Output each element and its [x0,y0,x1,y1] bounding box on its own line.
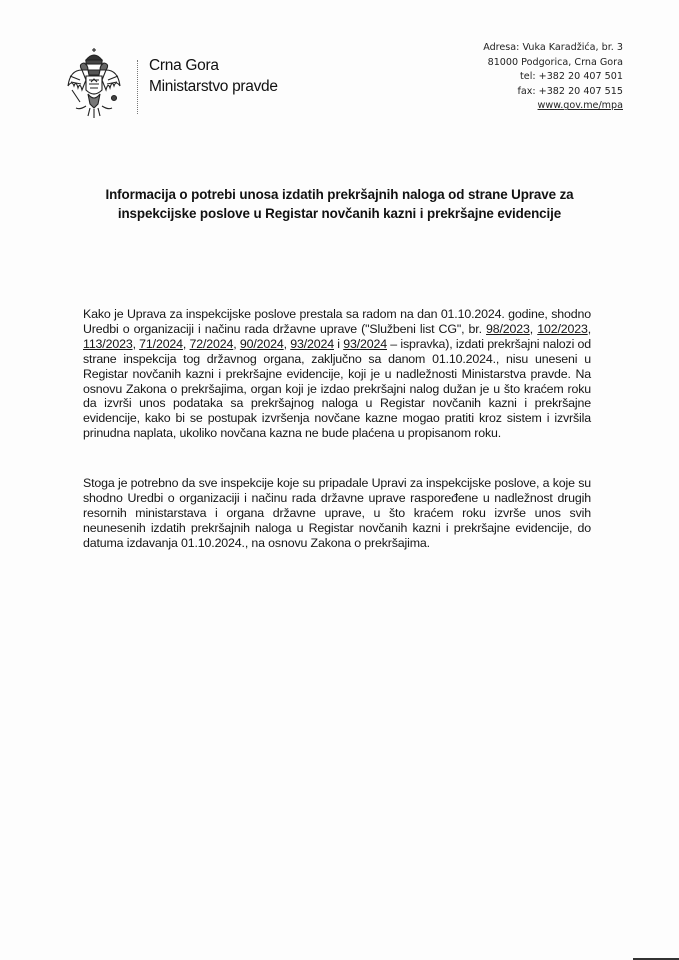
gazette-ref-link[interactable]: 102/2023 [537,321,588,336]
body-paragraph-1 [83,307,591,441]
fax: fax: +382 20 407 515 [517,85,623,97]
body-paragraph-2: Stoga je potrebno da sve inspekcije koje su pripadale Upravi za inspekcijske poslove, a koje su shodno Uredbi o organizaciji i načinu rada državne uprave raspoređene u nadležnost drugih resornih ministarstava i organa državne uprave, u što kraćem roku izvrše unos svih neunesenih izdatih prekršajnih naloga u Registar novčanih kazni i prekršajne evidencije, do datuma izdavanja 01.10.2024., na osnovu Zakona o prekršajima. [83,476,591,550]
title-line-1: Informacija o potrebi unosa izdatih prekršajnih naloga od strane Uprave za [105,187,574,202]
gazette-ref-link[interactable]: 113/2023 [83,336,133,351]
gazette-ref-link[interactable]: 98/2023 [486,321,530,336]
separator: , [529,321,538,336]
separator: i [334,336,344,351]
coat-of-arms-icon [66,46,122,120]
paragraph-1-lead: Kako je Uprava za inspekcijske poslove prestala sa radom na dan 01.10.2024. godine, shodno Uredbi o organizaciji i načinu rada državne uprave ("Službeni list CG", br. [83,307,591,336]
org-country: Crna Gora [149,57,219,74]
separator: , [233,336,240,351]
org-ministry: Ministarstvo pravde [149,78,278,95]
gazette-ref-link[interactable]: 90/2024 [239,336,284,351]
contact-info [483,41,623,114]
gazette-ref-link[interactable]: 93/2024 [343,336,387,351]
separator: , [182,336,190,351]
separator: , [587,321,591,336]
address-line-1: Adresa: Vuka Karadžića, br. 3 [483,42,623,53]
separator: , [283,336,291,351]
header-divider [137,60,139,114]
document-title [60,186,619,223]
gazette-ref-link[interactable]: 93/2024 [290,336,334,351]
separator: , [132,336,140,351]
paragraph-1-tail: – ispravka), izdati prekršajni nalozi od strane inspekcija tog državnog organa, zaključno sa danom 01.10.2024., nisu uneseni u Registar novčanih kazni i prekršajne evidencije, koji je u nadležnosti Ministarstva pravde. Na osnovu Zakona o prekršajima, organ koji je izdao prekršajni nalog dužan je u što kraćem roku da izvrši unos podataka sa prekršajnog naloga u Registar novčanih kazni i prekršajne evidencije, kako bi se postupak izvršenja novčane kazne mogao pratiti kroz sistem i izvršila prinudna naplata, ukoliko novčana kazna ne bude plaćena u propisanom roku. [83,336,591,441]
title-line-2: inspekcijske poslove u Registar novčanih kazni i prekršajne evidencije [117,205,562,221]
organization-name [149,55,278,97]
gazette-ref-link[interactable]: 71/2024 [139,336,183,351]
website-link[interactable]: www.gov.me/mpa [537,100,623,112]
gazette-ref-link[interactable]: 72/2024 [189,336,234,351]
telephone: tel: +382 20 407 501 [520,71,623,83]
address-line-2: 81000 Podgorica, Crna Gora [487,56,623,68]
